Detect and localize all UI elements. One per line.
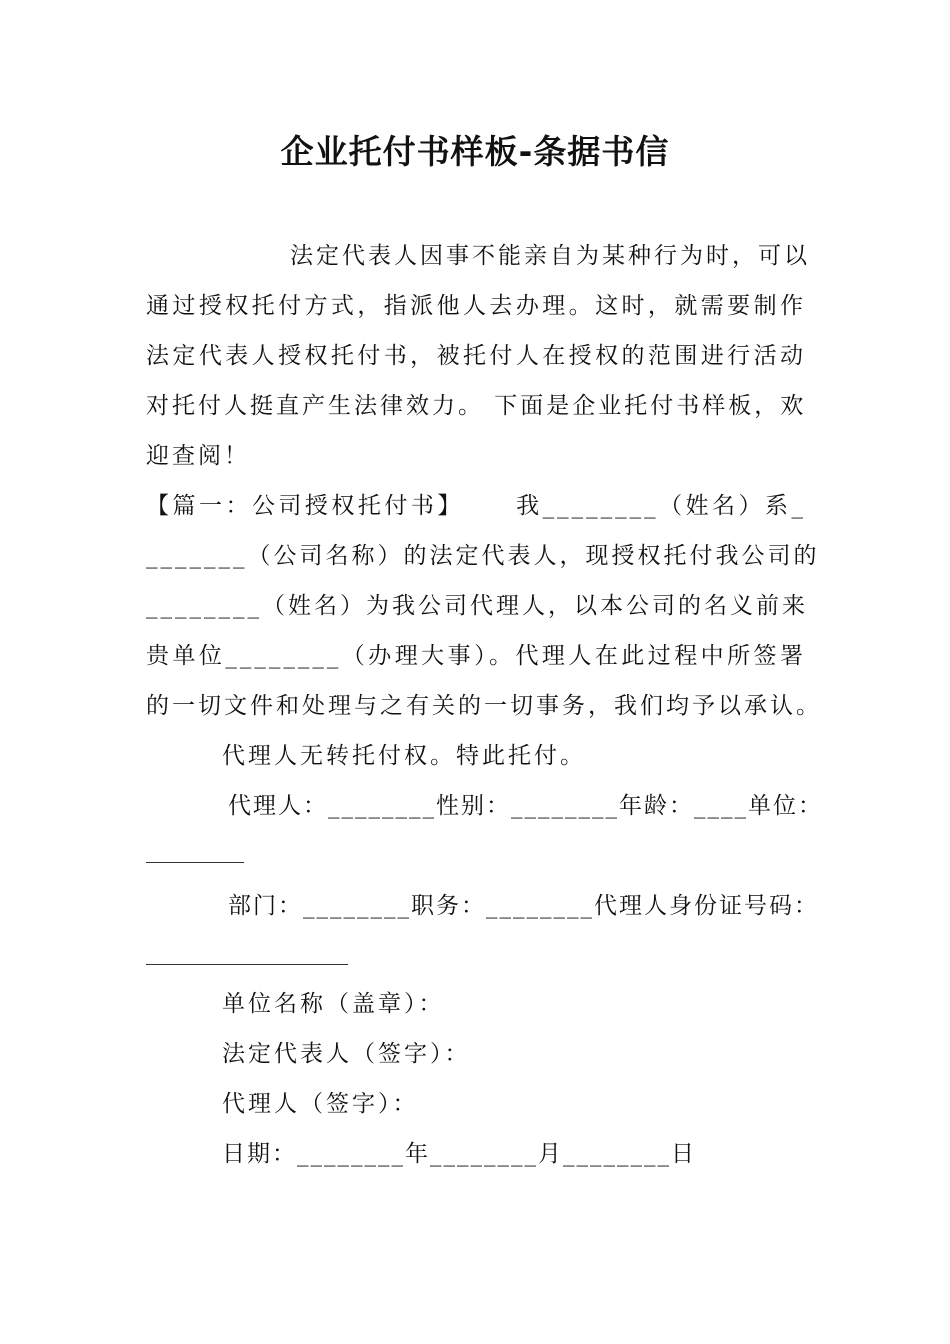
body-line-1: 【篇一：公司授权托付书】 我________（姓名）系_ bbox=[146, 493, 806, 519]
intro-line-1: 法定代表人因事不能亲自为某种行为时，可以 bbox=[290, 243, 810, 269]
no-subdelegation-line: 代理人无转托付权。特此托付。 bbox=[222, 743, 586, 769]
body-line-5: 的一切文件和处理与之有关的一切事务，我们均予以承认。 bbox=[146, 693, 822, 719]
body-line-3: ________（姓名）为我公司代理人，以本公司的名义前来 bbox=[146, 593, 808, 619]
document-title: 企业托付书样板-条据书信 bbox=[280, 132, 670, 171]
intro-line-5: 迎查阅！ bbox=[146, 443, 250, 469]
unit-blank-line bbox=[146, 862, 244, 863]
agent-info-line: 代理人：________性别：________年龄：____单位： bbox=[228, 793, 823, 819]
date-line: 日期：________年________月________日 bbox=[222, 1141, 696, 1167]
unit-seal-line: 单位名称（盖章）： bbox=[222, 991, 445, 1017]
legal-rep-signature-line: 法定代表人（签字）： bbox=[222, 1041, 471, 1067]
intro-line-4: 对托付人挺直产生法律效力。 下面是企业托付书样板，欢 bbox=[146, 393, 807, 419]
id-number-blank-line bbox=[146, 964, 348, 965]
body-line-2: _______（公司名称）的法定代表人，现授权托付我公司的 bbox=[146, 543, 820, 569]
intro-line-3: 法定代表人授权托付书，被托付人在授权的范围进行活动 bbox=[146, 343, 806, 369]
agent-signature-line: 代理人（签字）： bbox=[222, 1091, 419, 1117]
department-line: 部门：________职务：________代理人身份证号码： bbox=[228, 893, 819, 919]
body-line-4: 贵单位________（办理大事）。代理人在此过程中所签署 bbox=[146, 643, 806, 669]
intro-line-2: 通过授权托付方式，指派他人去办理。这时，就需要制作 bbox=[146, 293, 806, 319]
